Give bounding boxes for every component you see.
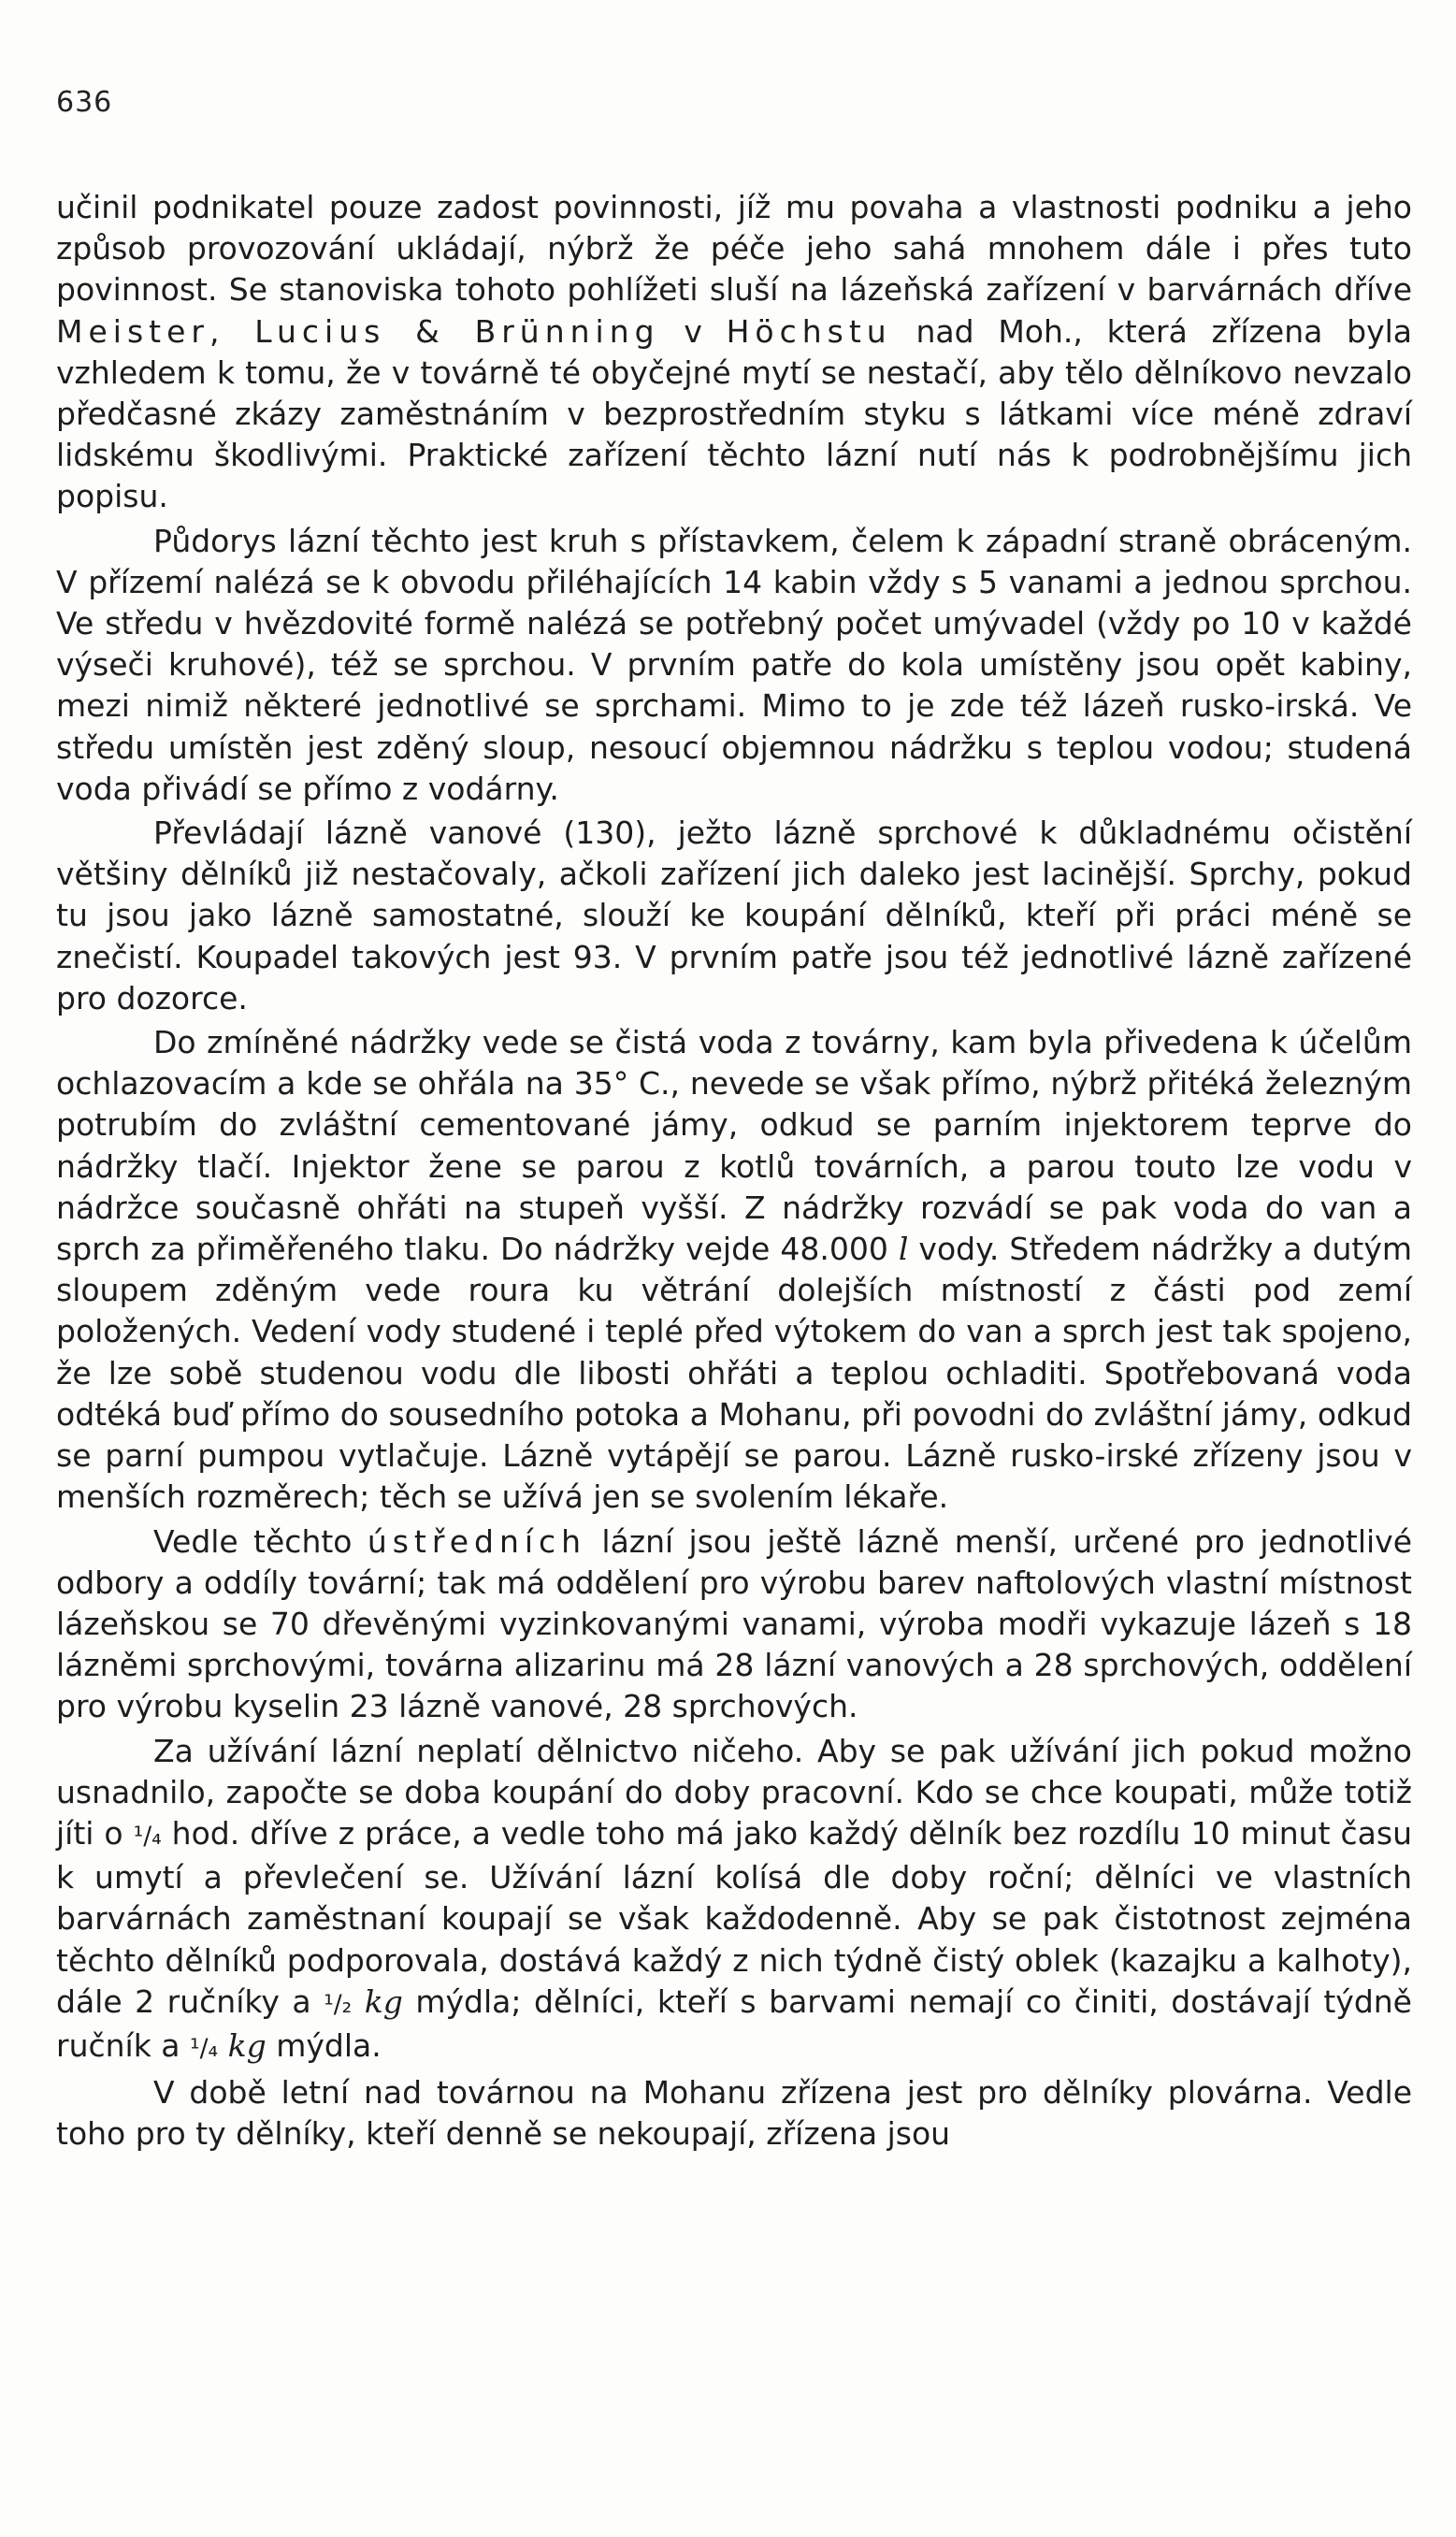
unit-kg-1: kg — [364, 1982, 403, 2020]
page-number: 636 — [56, 86, 113, 119]
paragraph-5 — [56, 1521, 1412, 1728]
paragraph-3: Převládají lázně vanové (130), ježto lázně sprchové k důkladnému očistění většiny dělníků již nestačovaly, ačkoli zařízení jich daleko jest lacinější. Sprchy, pokud tu jsou jako lázně samostatné, slouží ke koupání dělníků, kteří při práci méně se znečistí. Koupadel takových jest 93. V prvním patře jsou též jednotlivé lázně zařízené pro dozorce. — [56, 814, 1412, 1016]
paragraph-5-text-a: Vedle těchto — [153, 1522, 368, 1560]
unit-kg-2: kg — [227, 2026, 267, 2064]
paragraph-6-text-a: Za užívání lázní neplatí dělnictvo ničeho. Aby se pak užívání jich pokud možno usnadnilo, započte se doba koupání do doby pracovní. Kdo se chce koupati, může totiž jíti o — [56, 1732, 1412, 1852]
company-name: Meister, Lucius & Brünning — [56, 312, 660, 350]
paragraph-1-text-b: v — [659, 312, 727, 350]
unit-litre: l — [898, 1231, 909, 1268]
paragraph-6-text-d: mýdla. — [266, 2026, 382, 2064]
paragraph-7: V době letní nad továrnou na Mohanu zřízena jest pro dělníky plovárna. Vedle toho pro ty dělníky, kteří denně se nekoupají, zřízena jsou — [56, 2074, 1412, 2153]
paragraph-1 — [56, 187, 1412, 518]
paragraph-1-text-a: učinil podnikatel pouze zadost povinnosti, jíž mu povaha a vlastnosti podniku a jeho způsob provozování ukládají, nýbrž že péče jeho sahá mnohem dále i přes tuto povinnost. Se stanoviska tohoto pohlížeti sluší na lázeňská zařízení v barvárnách dříve — [56, 189, 1412, 309]
paragraph-1-text-c: nad Moh., která zřízena byla vzhledem k tomu, že v továrně té obyčejné mytí se nestačí, aby tělo dělníkovo nevzalo předčasné zkázy zaměstnáním v bezprostředním styku s látkami více méně zdraví lidskému škodlivými. Praktické zařízení těchto lázní nutí nás k podrobnějšímu jich popisu. — [56, 312, 1412, 515]
paragraph-2: Půdorys lázní těchto jest kruh s přístavkem, čelem k západní straně obráceným. V přízemí nalézá se k obvodu přiléhajících 14 kabin vždy s 5 vanami a jednou sprchou. Ve středu v hvězdovité formě nalézá se potřebný počet umývadel (vždy po 10 v každé výseči kruhové), též se sprchou. V prvním patře do kola umístěny jsou opět kabiny, mezi nimiž některé jednotlivé se sprchami. Mimo to je zde též lázeň rusko-irská. Ve středu umístěn jest zděný sloup, nesoucí objemnou nádržku s teplou vodou; studená voda přivádí se přímo z vodárny. — [56, 522, 1412, 807]
paragraph-4 — [56, 1022, 1412, 1518]
place-name: Höchstu — [726, 312, 892, 350]
fraction-quarter: ¹/₄ — [190, 2033, 219, 2063]
paragraph-4-text-b: vody. Středem nádržky a dutým sloupem zděným vede roura ku větrání dolejších místností z části pod zemí položených. Vedení vody studené i teplé před výtokem do van a sprch jest tak spojeno, že lze sobě studenou vodu dle libosti ohřáti a teplou ochladiti. Spotřebovaná voda odtéká buď přímo do sousedního potoka a Mohanu, při povodni do zvláštní jámy, odkud se parní pumpou vytlačuje. Lázně vytápějí se parou. Lázně rusko-irské zřízeny jsou v menších rozměrech; těch se užívá jen se svolením lékaře. — [56, 1231, 1412, 1516]
fraction-half: ¹/₂ — [324, 1989, 353, 2019]
paragraph-4-text-a: Do zmíněné nádržky vede se čistá voda z továrny, kam byla přivedena k účelům ochlazovacím a kde se ohřála na 35° C., nevede se však přímo, nýbrž přitéká železným potrubím do zvláštní cementované jámy, odkud se parním injektorem teprve do nádržky tlačí. Injektor žene se parou z kotlů továrních, a parou touto lze vodu v nádržce současně ohřáti na stupeň vyšší. Z nádržky rozvádí se pak voda do van a sprch za přiměřeného tlaku. Do nádržky vejde 48.000 — [56, 1024, 1412, 1268]
paragraph-6-text-c: mýdla; dělníci, kteří s barvami nemají co činiti, dostávají týdně ručník a — [56, 1982, 1412, 2064]
paragraph-6 — [56, 1731, 1412, 2070]
body-text — [56, 187, 1412, 2158]
paragraph-5-text-b: lázní jsou ještě lázně menší, určené pro jednotlivé odbory a oddíly tovární; tak má oddělení pro výrobu barev naftolových vlastní místnost lázeňskou se 70 dřevěnými vyzinkovanými vanami, výroba modři vykazuje lázeň s 18 lázněmi sprchovými, továrna alizarinu má 28 lázní vanových a 28 sprchových, oddělení pro výrobu kyselin 23 lázně vanové, 28 sprchových. — [56, 1522, 1412, 1725]
paragraph-6-text-b: hod. dříve z práce, a vedle toho má jako každý dělník bez rozdílu 10 minut času k umytí a převlečení se. Užívání lázní kolísá dle doby roční; dělníci ve vlastních barvárnách zaměstnaní koupají se však každodenně. Aby se pak čistotnost zejména těchto dělníků podporovala, dostává každý z nich týdně čistý oblek (kazajku a kalhoty), dále 2 ručníky a — [56, 1814, 1412, 2020]
emphasis-central: ústředních — [367, 1522, 587, 1560]
fraction-quarter-hour: ¹/₄ — [133, 1821, 162, 1851]
